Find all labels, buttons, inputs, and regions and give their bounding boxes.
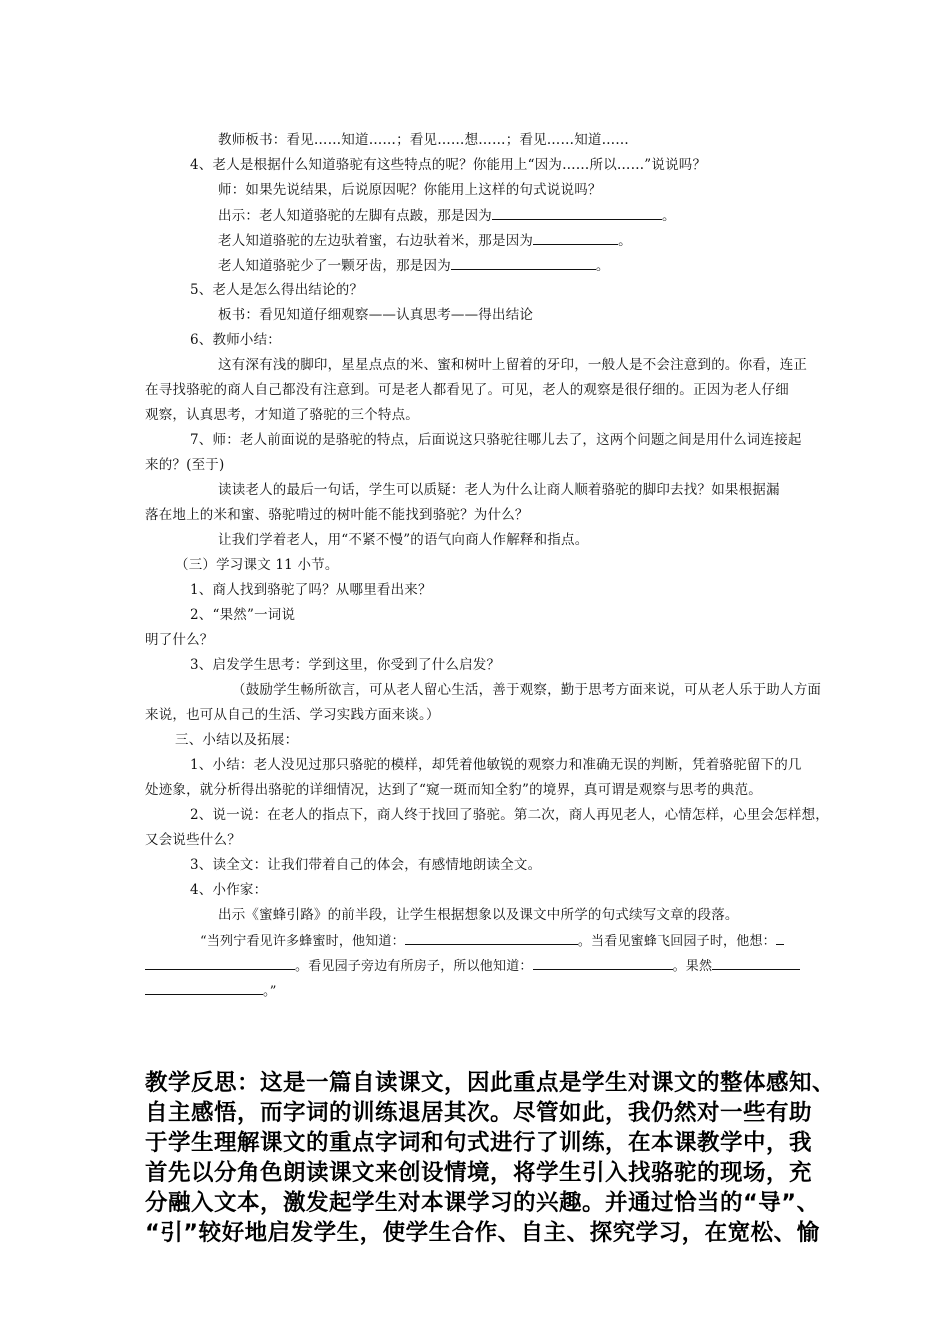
section-3-question-1: 1、商人找到骆驼了吗？从哪里看出来？ — [190, 582, 432, 598]
teacher-question: 师：如果先说结果，后说原因呢？你能用上这样的句式说说吗？ — [218, 182, 602, 198]
question-6: 6、教师小结： — [190, 332, 281, 348]
question-5: 5、老人是怎么得出结论的？ — [190, 282, 364, 298]
answer-blank — [533, 956, 673, 970]
read-line-1: 读读老人的最后一句话，学生可以质疑：老人为什么让商人顺着骆驼的脚印去找？如果根据漏 — [218, 482, 780, 498]
summary-line-1: 这有深有浅的脚印，星星点点的米、蜜和树叶上留着的牙印，一般人是不会注意到的。你看，连正 — [218, 357, 808, 373]
answer-blank — [776, 931, 784, 945]
question-7-line-1: 7、师：老人前面说的是骆驼的特点，后面说这只骆驼往哪儿去了，这两个问题之间是用什么词连接起 — [190, 432, 802, 448]
part-3-heading: 三、小结以及拓展： — [175, 732, 299, 748]
answer-blank — [533, 231, 618, 245]
section-3-heading: （三）学习课文 11 小节。 — [175, 557, 339, 573]
reflection-line-2: 自主感悟，而字词的训练退居其次。尽管如此，我仍然对一些有助 — [145, 1100, 813, 1126]
bee-fill-text-end: 。” — [263, 984, 277, 999]
bee-fill-text-d: 。果然 — [672, 959, 713, 974]
reflection-line-4: 首先以分角色朗读课文来创设情境，将学生引入找骆驼的现场，充 — [145, 1160, 813, 1186]
bee-fill-line-3 — [145, 981, 277, 1001]
extension-2-line-2: 又会说些什么？ — [145, 832, 241, 848]
show-line-2 — [218, 231, 632, 250]
question-7-line-2: 来的？(至于) — [145, 457, 225, 473]
board-note-1: 教师板书：看见……知道……；看见……想……；看见……知道…… — [218, 132, 629, 148]
question-4: 4、老人是根据什么知道骆驼有这些特点的呢？你能用上“因为……所以……”说说吗？ — [190, 157, 707, 173]
extension-1-line-2: 处迹象，就分析得出骆驼的详细情况，达到了“窥一斑而知全豹”的境界，真可谓是观察与思考的典范。 — [145, 782, 763, 798]
section-3-question-2: 2、“果然”一词说 — [190, 607, 296, 623]
bee-fill-text-b: 。当看见蜜蜂飞回园子时，他想： — [577, 934, 776, 949]
extension-2-line-1: 2、说一说：在老人的指点下，商人终于找回了骆驼。第二次，商人再见老人，心情怎样，心里会怎样想， — [190, 807, 829, 823]
summary-line-2: 在寻找骆驼的商人自己都没有注意到。可是老人都看见了。可见，老人的观察是很仔细的。正因为老人仔细 — [145, 382, 789, 398]
answer-blank — [451, 256, 596, 270]
reflection-line-6: “引”较好地启发学生，使学生合作、自主、探究学习，在宽松、愉 — [145, 1220, 820, 1246]
reflection-line-3: 于学生理解课文的重点字词和句式进行了训练，在本课教学中，我 — [145, 1130, 813, 1156]
summary-line-3: 观察，认真思考，才知道了骆驼的三个特点。 — [145, 407, 419, 423]
show-line-1 — [218, 206, 676, 225]
answer-blank — [145, 981, 263, 995]
reflection-line-1: 教学反思：这是一篇自读课文，因此重点是学生对课文的整体感知、 — [145, 1070, 836, 1096]
bee-fill-text-c: 。看见园子旁边有所房子，所以他知道： — [295, 959, 533, 974]
board-note-2: 板书：看见知道仔细观察——认真思考——得出结论 — [218, 307, 534, 323]
answer-blank — [405, 931, 578, 945]
show-line-3-text: 老人知道骆驼少了一颗牙齿，那是因为 — [218, 258, 451, 274]
answer-blank — [145, 956, 295, 970]
explain-line: 让我们学着老人，用“不紧不慢”的语气向商人作解释和指点。 — [218, 532, 589, 548]
read-line-2: 落在地上的米和蜜、骆驼啃过的树叶能不能找到骆驼？为什么？ — [145, 507, 529, 523]
answer-blank — [492, 206, 662, 220]
period: 。 — [595, 258, 610, 274]
section-3-question-2-cont: 明了什么？ — [145, 632, 214, 648]
bee-fill-line-2 — [145, 956, 800, 976]
extension-3: 3、读全文：让我们带着自己的体会，有感情地朗读全文。 — [190, 857, 542, 873]
bee-fill-text-a: “当列宁看见许多蜂蜜时，他知道： — [200, 934, 405, 949]
extension-1-line-1: 1、小结：老人没见过那只骆驼的模样，却凭着他敏锐的观察力和准确无误的判断，凭着骆驼留下的几 — [190, 757, 802, 773]
reflection-line-5: 分融入文本，激发起学生对本课学习的兴趣。并通过恰当的“导”、 — [145, 1190, 820, 1216]
encourage-line-1: （鼓励学生畅所欲言，可从老人留心生活，善于观察，勤于思考方面来说，可从老人乐于助人方面 — [232, 682, 822, 698]
show-line-3 — [218, 256, 610, 275]
show-line-2-text: 老人知道骆驼的左边驮着蜜，右边驮着米，那是因为 — [218, 233, 534, 249]
period: 。 — [618, 233, 632, 249]
period: 。 — [662, 208, 676, 224]
section-3-question-3: 3、启发学生思考：学到这里，你受到了什么启发？ — [190, 657, 501, 673]
encourage-line-2: 来说，也可从自己的生活、学习实践方面来谈。） — [145, 707, 440, 723]
show-bee-passage: 出示《蜜蜂引路》的前半段，让学生根据想象以及课文中所学的句式续写文章的段落。 — [218, 907, 739, 923]
bee-fill-line-1 — [200, 931, 784, 951]
answer-blank — [712, 956, 800, 970]
extension-4: 4、小作家： — [190, 882, 268, 898]
show-line-1-text: 出示：老人知道骆驼的左脚有点跛，那是因为 — [218, 208, 492, 224]
